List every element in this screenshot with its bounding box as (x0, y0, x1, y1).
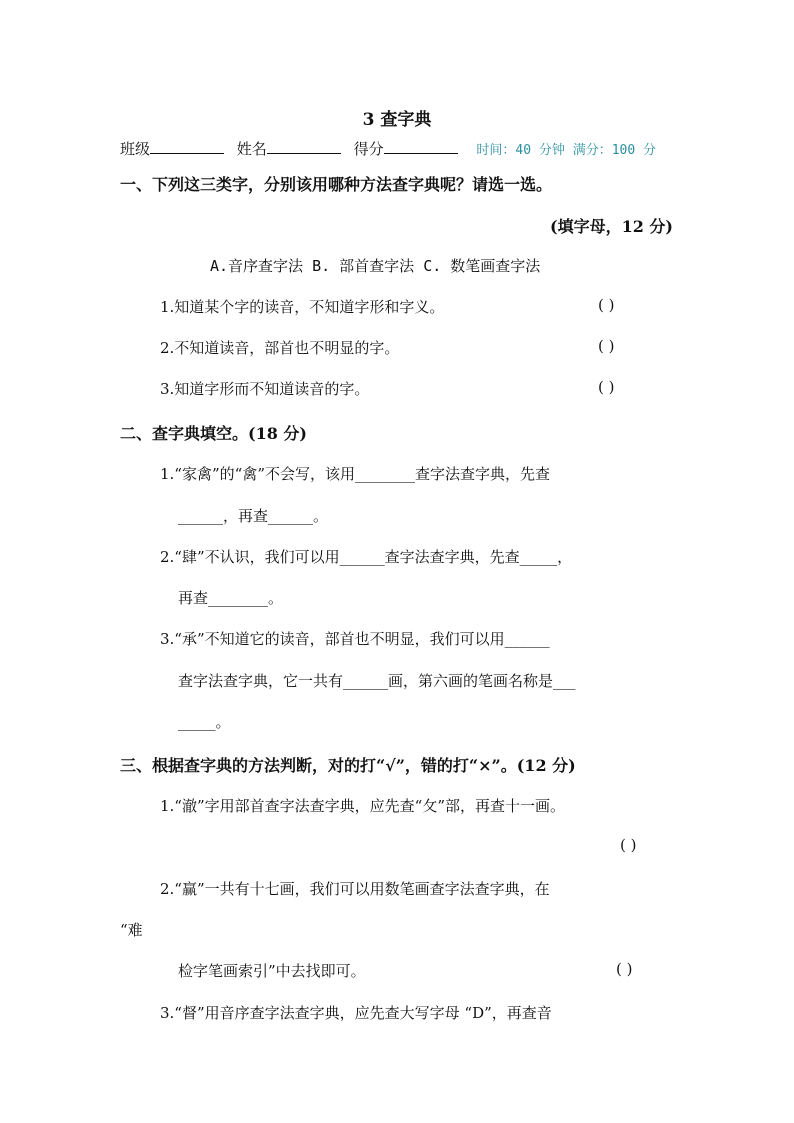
section-3-question-2-line-3: 检字笔画索引”中去找即可。 (178, 962, 366, 980)
student-info-row (120, 138, 656, 159)
section-3-heading: 三、根据查字典的方法判断，对的打“√”，错的打“×”。(12 分) (120, 756, 576, 775)
section-1-heading: 一、下列这三类字，分别该用哪种方法查字典呢？请选一选。 (120, 175, 553, 194)
class-blank[interactable] (150, 139, 224, 154)
time-score-meta: 时间：40 分钟 满分：100 分 (476, 143, 657, 158)
section-2-question-2-line-2: 再查________。 (178, 589, 284, 607)
section-3-question-1: 1.“澈”字用部首查字法查字典，应先查“攵”部，再查十一画。 (160, 797, 565, 815)
score-blank[interactable] (384, 139, 458, 154)
section-2-question-2-line-1: 2.“肆”不认识，我们可以用______查字法查字典，先查_____， (160, 548, 573, 566)
answer-paren[interactable]: ( ) (598, 337, 615, 355)
name-blank[interactable] (267, 139, 341, 154)
section-3-question-2-line-1: 2.“赢”一共有十七画，我们可以用数笔画查字法查字典，在 (160, 880, 550, 898)
answer-paren[interactable]: ( ) (598, 296, 615, 314)
section-1-question-2: 2.不知道读音，部首也不明显的字。 (160, 339, 400, 357)
section-2-question-3-line-3: _____。 (178, 713, 231, 731)
class-label: 班级 (120, 140, 151, 158)
section-1-question-3: 3.知道字形而不知道读音的字。 (160, 380, 370, 398)
section-1-question-1: 1.知道某个字的读音，不知道字形和字义。 (160, 298, 445, 316)
section-3-question-2-line-2: “难 (120, 921, 143, 939)
section-2-question-1-line-1: 1.“家禽”的“禽”不会写，该用________查字法查字典，先查 (160, 465, 550, 483)
section-2-heading: 二、查字典填空。(18 分) (120, 424, 307, 443)
section-3-question-3-line-1: 3.“督”用音序查字法查字典，应先查大写字母 “D”，再查音 (160, 1004, 552, 1022)
score-label: 得分 (353, 140, 384, 158)
page-title: 3 查字典 (362, 110, 432, 130)
section-2-question-1-line-2: ______，再查______。 (178, 507, 329, 525)
section-2-question-3-line-2: 查字法查字典，它一共有______画，第六画的笔画名称是___ (178, 672, 576, 690)
answer-paren[interactable]: ( ) (598, 378, 615, 396)
section-1-options: A.音序查字法 B. 部首查字法 C. 数笔画查字法 (210, 257, 541, 275)
answer-paren[interactable]: ( ) (616, 960, 633, 978)
name-label: 姓名 (236, 140, 267, 158)
section-2-question-3-line-1: 3.“承”不知道它的读音，部首也不明显，我们可以用______ (160, 630, 550, 648)
section-1-note: (填字母，12 分) (550, 217, 673, 236)
answer-paren[interactable]: ( ) (620, 836, 637, 854)
